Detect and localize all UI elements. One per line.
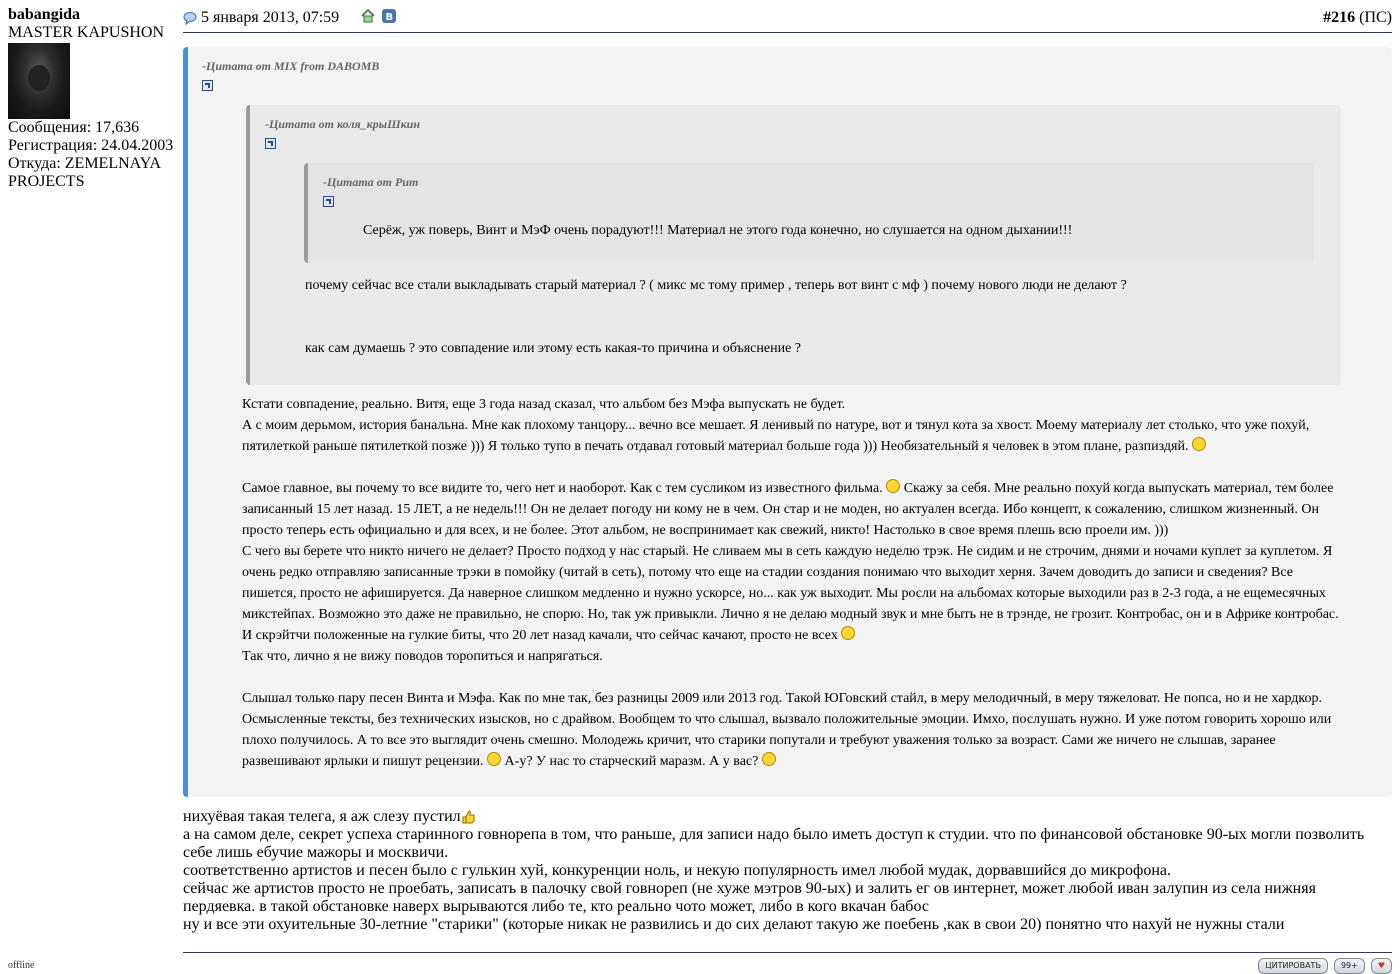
quote-outer-text: Кстати совпадение, реально. Витя, еще 3 года назад сказал, что альбом без Мэфа выпускать не будет. А с моим дерьмом, история банальна. Мне как плохому танцору... вечно все мешает. Я ленивый по натуре, вот и тянул кота за хвост. Моему материалу лет столько, что уже похуй, пятилеткой раньше пятилеткой позже ))) Я только тупо в печать отдавал готовый материал больше года ))) Необязательный я человек в этом плане, разпиздяй. Самое главное, вы почему то все видите то, чего нет и наоборот. Как с тем сусликом из известного фильма. Скажу за себя. Мне реально похуй когда выпускать материал, тем более записанный 15 лет назад. 15 ЛЕТ, а не недель!!! Он не делает погоду ни кому не в чем. Он стар и не моден, но актуален всегда. Ибо концепт, к сожалению, слишком жизненный. Он просто теперь есть официально и для всех, и не более. Этот альбом, не воспринимает как свежий, никто! Настолько в свое время плешь всю проели им. ))) С чего вы берете что никто ничего не делает? Просто подход у нас старый. Не сливаем мы в сеть каждую неделю трэк. Не сидим и не строчим, днями и ночами куплет за куплетом. Я очень редко отправляю записанные трэки в помойку (читай в сеть), потому что еще на стадии создания понимаю что выходит херня. Зачем доводить до записи и сведения? Все пишется, просто не афишируется. Да наверное слишком медленно и нужно ускорсе, но... как уж выходит. Мы росли на альбомах которые выходили раз в 2-3 года, а не ещемесячных микстейпах. Возможно это даже не правильно, не спорю. Но, так уж привыкли. Лично я не делаю модный звук и мне быть не в трэнде, не грозит. Контробас, он и в Африке контробас. И скрэйтчи положенные на гулкие биты, что 20 лет назад качали, что сейчас качают, просто не всех Так что, лично я не вижу поводов торопиться и напрягаться. Слышал только пару песен Винта и Мэфа. Как по мне так, без разницы 2009 или 2013 год. Такой ЮГовский стайл, в меру мелодичный, в меру тяжеловат. Не попса, но и не хардкор. Осмысленные тексты, без технических изысков, но с драйвом. Вообщем то что слышал, вызвало положительные эмоции. Имхо, послушать нужно. И уже потом говорить хорошо или плохо получилось. А то все это выглядит очень смешно. Молодежь кричит, что старики попутали и требуют уважения только за возраст. Сами же ничего не слышав, заранее развешивают ярлыки и пишут рецензии. А-у? У нас то старческий маразм. А у вас? — [242, 397, 1339, 769]
user-status: offline — [8, 960, 35, 971]
quote-middle-title: -Цитата от коля_крыШкин — [265, 117, 421, 131]
post-body: нихуёвая такая телега, я аж слезу пустил а на самом деле, секрет успеха старинного говнорепа в том, что раньше, для записи надо было иметь доступ к студии. что по финансовой обстановке 90-ых могли позволить себе лишь ебучие мажоры и москвичи. соответственно артистов и песен было с гулькин хуй, конкуренции ноль, и некую популярность имел любой мудак, дорвавшийся до микрофона. сейчас же артистов просто не проебать, записать в палочку свой говнореп (не хуже мэтров 90-ых) и залить ег ов интернет, может любой иван залупин из села нижняя пердяевка. в такой обстановке наверх вырываются либо те, кто реально чото может, либо в кого вкачан бабос ну и все эти охуительные 30-летние "старики" (которые никак не развились и до сих делают такую же поебень ,как в свои 20) понятно что нахуй не нужны стали — [183, 808, 1365, 933]
smile-icon — [841, 626, 855, 640]
user-location: Откуда: ZEMELNAYA PROJECTS — [8, 155, 162, 190]
user-messages: Сообщения: 17,636 — [8, 119, 140, 136]
user-registration: Регистрация: 24.04.2003 — [8, 137, 174, 154]
user-sidebar — [8, 6, 178, 191]
quote-button[interactable]: ЦИТИРОВАТЬ — [1258, 958, 1328, 974]
grin-smiley-icon — [762, 752, 776, 766]
avatar[interactable] — [8, 43, 70, 119]
post-number[interactable]: #216 (ПС) — [1323, 9, 1392, 26]
quote-middle — [246, 105, 1341, 385]
quote-middle-text: почему сейчас все стали выкладывать старый материал ? ( микс мс тому пример , теперь вот винт с мф ) почему нового люди не делают ? — [305, 278, 1127, 293]
multiquote-button[interactable]: 99+ — [1334, 958, 1365, 974]
reply-button[interactable]: ♥ — [1371, 958, 1392, 974]
user-title: MASTER KAPUSHON — [8, 24, 165, 41]
username[interactable]: babangida — [8, 6, 81, 23]
svg-text:B: B — [385, 12, 394, 23]
post-footer-divider — [183, 952, 1392, 953]
tongue-smiley-icon — [1192, 437, 1206, 451]
quote-link-icon[interactable] — [202, 80, 213, 91]
post-header — [183, 6, 1392, 33]
quote-outer-title: -Цитата от MIX from DABOMB — [202, 59, 380, 73]
quote-middle-text: как сам думаешь ? это совпадение или этому есть какая-то причина и объяснение ? — [305, 341, 802, 356]
post-date: 5 января 2013, 07:59 — [183, 9, 339, 27]
vk-icon[interactable] — [381, 9, 397, 23]
home-icon[interactable] — [361, 9, 375, 23]
quote-inner — [304, 163, 1314, 263]
quote-inner-text: Серёж, уж поверь, Винт и МэФ очень порадуют!!! Материал не этого года конечно, но слушается на одном дыхании!!! — [363, 223, 1073, 238]
quote-link-icon[interactable] — [323, 196, 334, 207]
quote-link-icon[interactable] — [265, 138, 276, 149]
grin-smiley-icon — [487, 752, 501, 766]
grin-smiley-icon — [886, 479, 900, 493]
quote-inner-title: -Цитата от Рит — [323, 175, 419, 189]
speech-bubble-icon — [183, 11, 197, 25]
quote-outer — [183, 47, 1392, 797]
thumbs-up-icon — [461, 810, 475, 824]
